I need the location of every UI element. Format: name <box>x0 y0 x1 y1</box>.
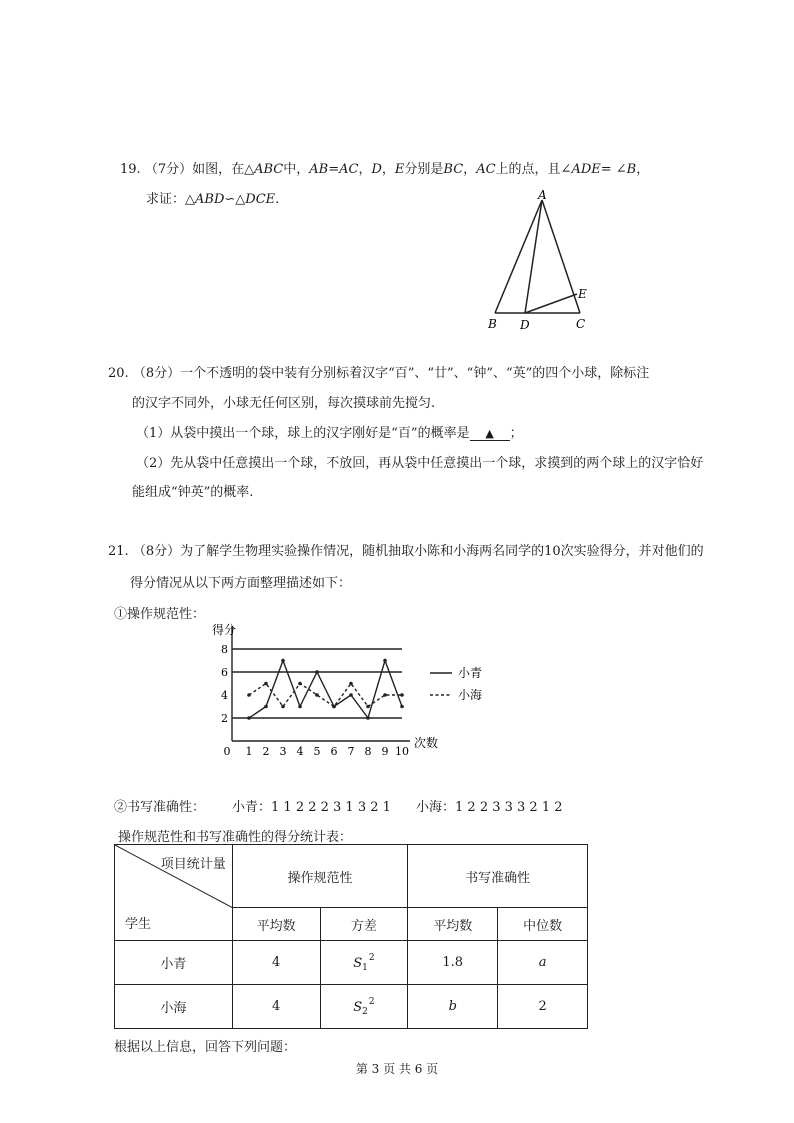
legend-label-1: 小青 <box>458 666 483 680</box>
series-2-point <box>298 682 302 686</box>
page-footer: 第 3 页 共 6 页 <box>355 1062 439 1076</box>
series-2-point <box>315 693 319 697</box>
x-axis-label: 次数 <box>414 736 439 750</box>
x-tick-label: 4 <box>296 745 304 758</box>
subheader-variance: 方差 <box>320 908 408 941</box>
x-tick-label: 3 <box>279 745 287 758</box>
table-caption: 操作规范性和书写准确性的得分统计表： <box>118 830 353 845</box>
series-2-point <box>281 705 285 709</box>
series-1-point <box>349 693 353 697</box>
q20-line1: 20. （8分）一个不透明的袋中装有分别标着汉字“百”、“廿”、“钟”、“英”的四个小球，除标注 <box>108 366 650 381</box>
y-tick-label: 4 <box>221 689 228 702</box>
series-2-point <box>247 693 251 697</box>
x-tick-label: 1 <box>245 745 253 758</box>
q21-line1: 21. （8分）为了解学生物理实验操作情况，随机抽取小陈和小海两名同学的10次实验得分，并对他们的 <box>108 544 704 559</box>
triangle-figure <box>480 188 600 338</box>
q20-number: 20. <box>108 366 129 381</box>
series-1-point <box>383 659 387 663</box>
q21-number: 21. <box>108 544 129 559</box>
q21-line2: 得分情况从以下两方面整理描述如下： <box>130 576 352 591</box>
series-2-point <box>332 705 336 709</box>
y-tick-label: 6 <box>221 666 228 679</box>
closing-line: 根据以上信息，回答下列问题： <box>114 1040 297 1055</box>
series-2-point <box>400 693 404 697</box>
x-tick-label: 10 <box>395 745 409 758</box>
label-B: B <box>488 317 497 331</box>
q19-prove: 求证：△ABD∽△DCE. <box>146 192 280 207</box>
series-1-point <box>400 705 404 709</box>
corner-bottom: 学生 <box>125 917 152 932</box>
series-1-point <box>298 705 302 709</box>
x-tick-label: 7 <box>347 745 355 758</box>
y-tick-label: 2 <box>221 712 228 725</box>
section2-title: ②书写准确性： <box>114 800 206 815</box>
group-operation: 操作规范性 <box>232 845 408 908</box>
series-2-point <box>349 682 353 686</box>
subheader-mean2: 平均数 <box>408 908 498 941</box>
series-line-1 <box>249 661 402 719</box>
x-tick-label: 8 <box>364 745 372 758</box>
series-1-point <box>315 670 319 674</box>
x-tick-label: 6 <box>330 745 338 758</box>
y-tick-label: 8 <box>221 643 228 656</box>
stats-table <box>114 844 588 1029</box>
section1-title: ①操作规范性： <box>114 607 206 622</box>
series-1-point <box>366 716 370 720</box>
xh-scores: 小海：1 2 2 3 3 3 2 1 2 <box>416 800 563 815</box>
x-tick-label: 0 <box>223 745 231 758</box>
student-name: 小海 <box>115 985 233 1029</box>
xq-scores: 小青：1 1 2 2 2 3 1 3 2 1 <box>232 800 391 815</box>
series-2-point <box>383 693 387 697</box>
label-A: A <box>538 188 547 202</box>
subheader-median: 中位数 <box>498 908 588 941</box>
table-row: 小海 4 $S_2^2$ b 2 <box>115 985 588 1029</box>
corner-top: 项目统计量 <box>160 857 226 872</box>
label-E: E <box>578 287 587 301</box>
legend-label-2: 小海 <box>458 688 483 702</box>
group-writing: 书写准确性 <box>408 845 588 908</box>
subheader-mean1: 平均数 <box>232 908 320 941</box>
q20-part1: （1）从袋中摸出一个球，球上的汉字刚好是“百”的概率是 ▲ ； <box>136 426 523 441</box>
x-tick-label: 5 <box>313 745 321 758</box>
table-corner <box>115 845 233 941</box>
label-C: C <box>576 317 586 331</box>
series-2-point <box>366 705 370 709</box>
q20-line2: 的汉字不同外，小球无任何区别，每次摸球前先搅匀. <box>132 396 436 411</box>
label-D: D <box>520 318 530 332</box>
q20-part2-a: （2）先从袋中任意摸出一个球，不放回，再从袋中任意摸出一个球，求摸到的两个球上的汉字恰好 <box>136 456 704 471</box>
table-row: 小青 4 $S_1^2$ 1.8 a <box>115 941 588 985</box>
y-axis-label: 得分 <box>212 623 237 637</box>
score-line-chart <box>200 618 490 763</box>
q20-part2-b: 能组成“钟英”的概率. <box>132 485 254 500</box>
series-line-2 <box>249 684 402 707</box>
series-1-point <box>264 705 268 709</box>
x-tick-label: 2 <box>262 745 270 758</box>
series-1-point <box>281 659 285 663</box>
q19-number: 19. <box>120 162 141 177</box>
q19-line1: 19. （7分）如图，在△ABC中，AB=AC，D，E分别是BC，AC上的点，且∠ADE= ∠B， <box>120 162 650 177</box>
student-name: 小青 <box>115 941 233 985</box>
series-1-point <box>247 716 251 720</box>
x-tick-label: 9 <box>381 745 389 758</box>
answer-blank: ▲ <box>470 427 510 441</box>
series-2-point <box>264 682 268 686</box>
